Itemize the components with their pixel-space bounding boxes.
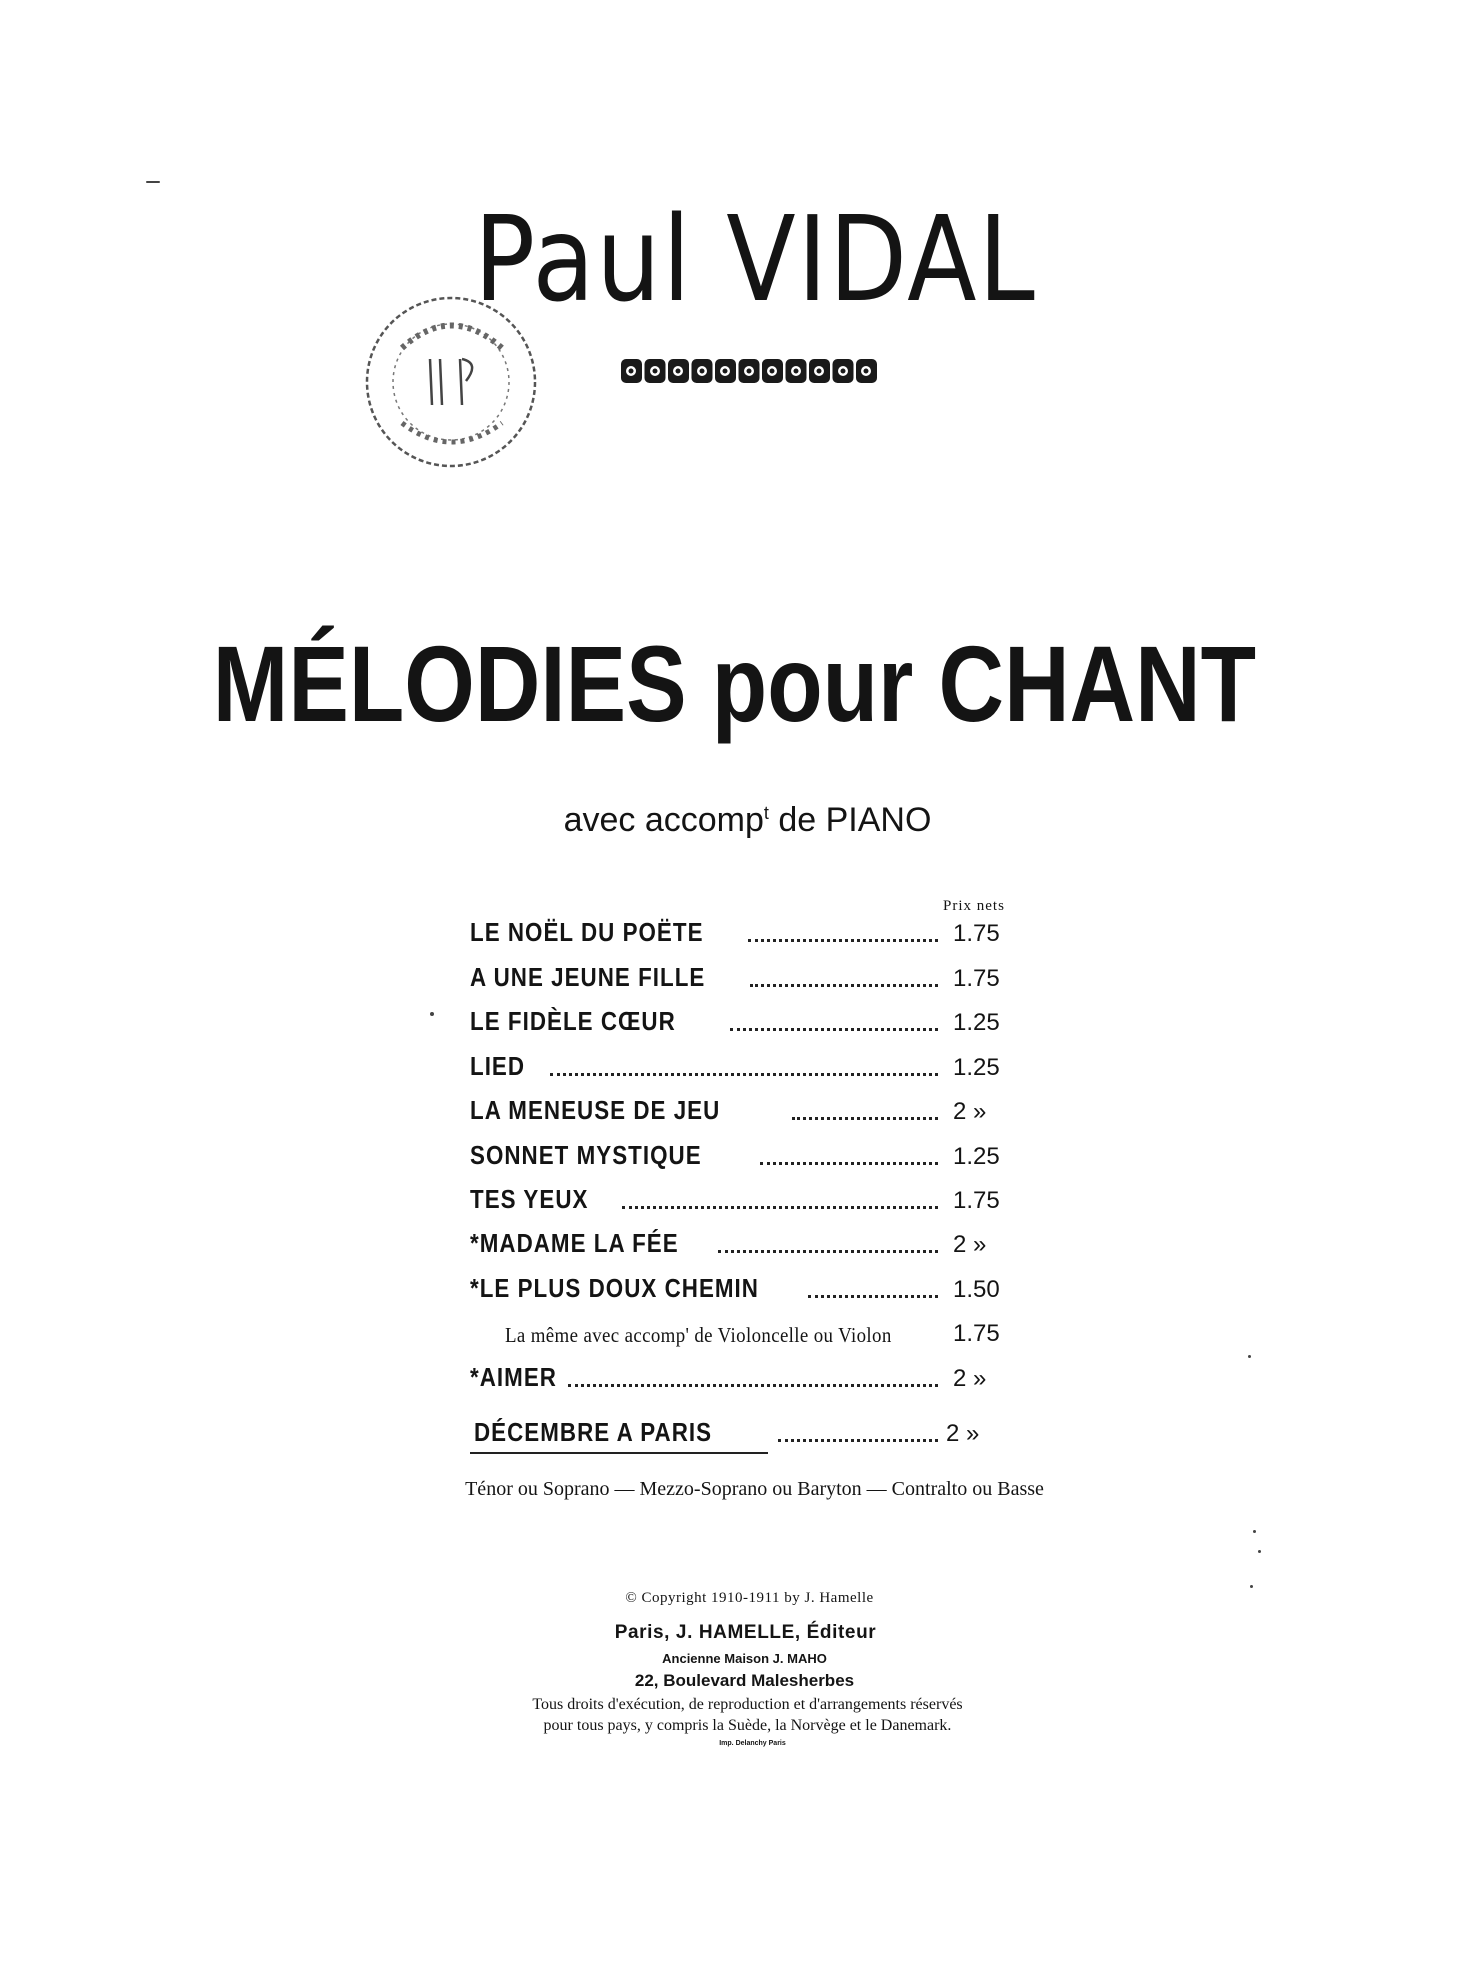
- title-underline: [470, 1452, 768, 1454]
- song-price: 1.75: [953, 1320, 1000, 1347]
- leader-dots: [622, 1206, 938, 1209]
- rights-line-2: pour tous pays, y compris la Suède, la Norvège et le Danemark.: [543, 1717, 952, 1734]
- song-title: *MADAME LA FÉE: [470, 1228, 679, 1258]
- song-title: LA MENEUSE DE JEU: [470, 1095, 721, 1125]
- song-row: [470, 1412, 1015, 1452]
- publisher-address: 22, Boulevard Malesherbes: [634, 1671, 855, 1690]
- song-price: 1.75: [953, 1187, 1000, 1214]
- song-price: 1.75: [953, 920, 1000, 947]
- scan-speck: [430, 1012, 434, 1016]
- song-row: [470, 1223, 1015, 1263]
- song-row: [470, 1001, 1015, 1041]
- scan-speck: [1250, 1585, 1253, 1588]
- leader-dots: [568, 1384, 938, 1387]
- song-title: TES YEUX: [470, 1184, 589, 1214]
- leader-dots: [718, 1250, 938, 1253]
- song-title: LE NOËL DU POËTE: [470, 917, 704, 947]
- scan-speck: [1253, 1530, 1256, 1533]
- song-price: 2 »: [953, 1365, 987, 1392]
- main-title: MÉLODIES pour CHANT: [212, 623, 1257, 744]
- song-row: [470, 1135, 1015, 1175]
- song-title: DÉCEMBRE A PARIS: [474, 1417, 713, 1447]
- song-title: LE FIDÈLE CŒUR: [470, 1006, 676, 1036]
- song-title: *LE PLUS DOUX CHEMIN: [470, 1273, 759, 1303]
- song-price: 1.25: [953, 1054, 1000, 1081]
- previous-house: Ancienne Maison J. MAHO: [662, 1651, 827, 1666]
- song-price: 2 »: [953, 1231, 987, 1258]
- scan-speck: [146, 181, 160, 183]
- leader-dots: [730, 1028, 938, 1031]
- publisher-name: Paris, J. HAMELLE, Éditeur: [614, 1622, 877, 1643]
- subtitle-before: avec accomp: [563, 801, 764, 839]
- song-title: La même avec accomp' de Violoncelle ou Violon: [505, 1323, 892, 1347]
- song-title: *AIMER: [470, 1362, 557, 1392]
- printer-line: Imp. Delanchy Paris: [719, 1740, 786, 1747]
- composer-name: Paul VIDAL: [474, 190, 1037, 328]
- song-row: [470, 957, 1015, 997]
- price-header: Prix nets: [943, 898, 1005, 914]
- subtitle-superscript: t: [763, 803, 769, 823]
- song-title: LIED: [470, 1051, 526, 1081]
- song-row: [470, 1046, 1015, 1086]
- song-row: [470, 912, 1015, 952]
- song-row: [470, 1090, 1015, 1130]
- song-price: 1.25: [953, 1143, 1000, 1170]
- song-price: 1.75: [953, 965, 1000, 992]
- song-row-sub: [505, 1312, 1015, 1352]
- leader-dots: [748, 939, 938, 942]
- copyright-notice: © Copyright 1910-1911 by J. Hamelle: [625, 1590, 874, 1606]
- song-row: [470, 1357, 1015, 1397]
- leader-dots: [808, 1295, 938, 1298]
- song-price: 2 »: [946, 1420, 980, 1447]
- song-title: SONNET MYSTIQUE: [470, 1140, 702, 1170]
- song-price: 1.50: [953, 1276, 1000, 1303]
- rights-line-1: Tous droits d'exécution, de reproduction et d'arrangements réservés: [532, 1696, 963, 1713]
- song-title: A UNE JEUNE FILLE: [470, 962, 706, 992]
- song-row: [470, 1179, 1015, 1219]
- song-row: [470, 1268, 1015, 1308]
- leader-dots: [760, 1162, 938, 1165]
- leader-dots: [550, 1073, 938, 1076]
- song-price: 2 »: [953, 1098, 987, 1125]
- leader-dots: [778, 1439, 938, 1442]
- scan-speck: [1258, 1550, 1261, 1553]
- song-price: 1.25: [953, 1009, 1000, 1036]
- leader-dots: [750, 984, 938, 987]
- scan-speck: [1248, 1355, 1251, 1358]
- voice-types: Ténor ou Soprano — Mezzo-Soprano ou Baryton — Contralto ou Basse: [465, 1478, 1044, 1500]
- leader-dots: [792, 1117, 938, 1120]
- subtitle-after: de PIANO: [768, 801, 932, 839]
